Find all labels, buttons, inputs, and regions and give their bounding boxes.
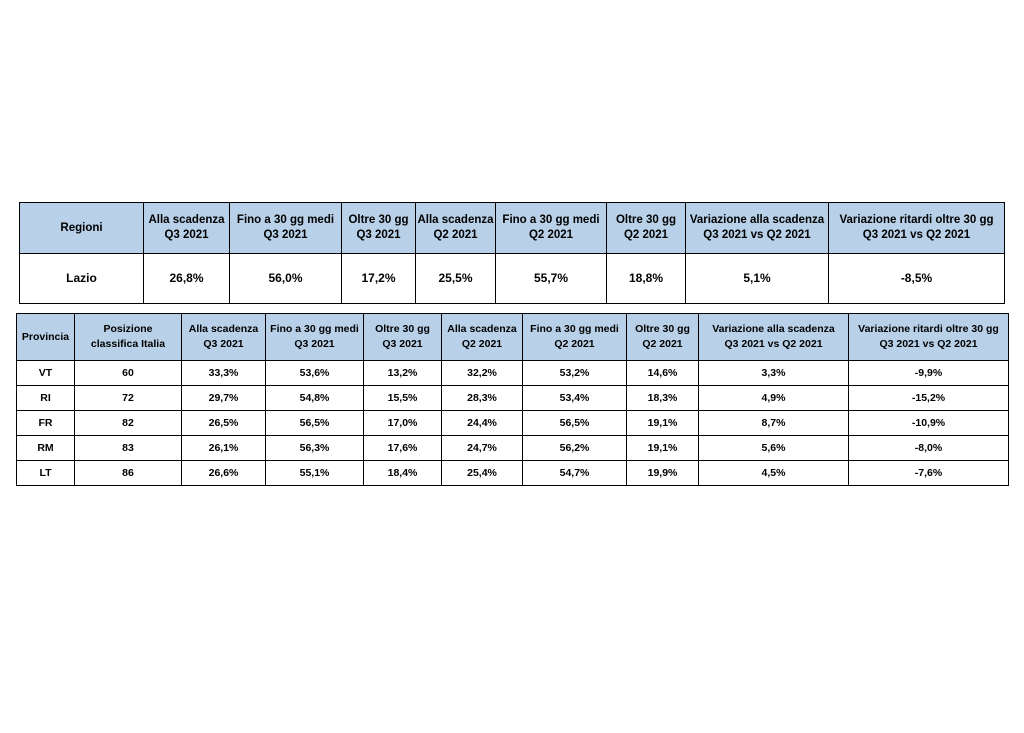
table-cell: 13,2% xyxy=(364,361,442,386)
header-cell: Fino a 30 gg medi Q2 2021 xyxy=(496,203,607,254)
table-cell: 25,4% xyxy=(442,461,523,486)
header-cell: Variazione ritardi oltre 30 gg Q3 2021 vs Q2 2021 xyxy=(829,203,1005,254)
table-cell: 29,7% xyxy=(182,386,266,411)
table-row xyxy=(17,361,1009,386)
header-cell: Alla scadenza Q3 2021 xyxy=(182,314,266,361)
header-cell: Oltre 30 gg Q3 2021 xyxy=(364,314,442,361)
table-cell: 24,7% xyxy=(442,436,523,461)
table-cell: 86 xyxy=(75,461,182,486)
table-cell: 4,9% xyxy=(699,386,849,411)
table-cell: -8,5% xyxy=(829,254,1005,304)
table-cell: 26,8% xyxy=(144,254,230,304)
table-row xyxy=(17,436,1009,461)
table-cell: 19,1% xyxy=(627,436,699,461)
table-cell: RI xyxy=(17,386,75,411)
header-cell: Fino a 30 gg medi Q2 2021 xyxy=(523,314,627,361)
table-cell: 32,2% xyxy=(442,361,523,386)
table-cell: 4,5% xyxy=(699,461,849,486)
table-cell: 28,3% xyxy=(442,386,523,411)
table-cell: -15,2% xyxy=(849,386,1009,411)
regioni-header-row xyxy=(20,203,1005,254)
table-cell: -9,9% xyxy=(849,361,1009,386)
province-table xyxy=(16,313,1009,486)
table-cell: 19,1% xyxy=(627,411,699,436)
table-cell: 5,6% xyxy=(699,436,849,461)
table-cell: 3,3% xyxy=(699,361,849,386)
regioni-table xyxy=(19,202,1005,304)
table-cell: 14,6% xyxy=(627,361,699,386)
province-header-row xyxy=(17,314,1009,361)
table-cell: 53,6% xyxy=(266,361,364,386)
table-cell: 24,4% xyxy=(442,411,523,436)
table-cell: 18,4% xyxy=(364,461,442,486)
header-cell: Fino a 30 gg medi Q3 2021 xyxy=(230,203,342,254)
header-cell: Oltre 30 gg Q3 2021 xyxy=(342,203,416,254)
table-cell: 5,1% xyxy=(686,254,829,304)
header-cell: Posizione classifica Italia xyxy=(75,314,182,361)
table-cell: 83 xyxy=(75,436,182,461)
table-cell: 18,3% xyxy=(627,386,699,411)
header-cell: Variazione ritardi oltre 30 gg Q3 2021 vs Q2 2021 xyxy=(849,314,1009,361)
table-cell: 33,3% xyxy=(182,361,266,386)
header-cell: Regioni xyxy=(20,203,144,254)
table-cell: 72 xyxy=(75,386,182,411)
header-cell: Alla scadenza Q2 2021 xyxy=(442,314,523,361)
table-cell: 53,4% xyxy=(523,386,627,411)
table-cell: 56,0% xyxy=(230,254,342,304)
header-cell: Alla scadenza Q3 2021 xyxy=(144,203,230,254)
table-cell: 60 xyxy=(75,361,182,386)
table-cell: 82 xyxy=(75,411,182,436)
table-cell: 18,8% xyxy=(607,254,686,304)
table-cell: VT xyxy=(17,361,75,386)
header-cell: Variazione alla scadenza Q3 2021 vs Q2 2021 xyxy=(699,314,849,361)
table-cell: 26,6% xyxy=(182,461,266,486)
table-cell: 56,3% xyxy=(266,436,364,461)
table-row xyxy=(17,411,1009,436)
table-cell: 17,0% xyxy=(364,411,442,436)
table-cell: 26,5% xyxy=(182,411,266,436)
table-cell: 56,5% xyxy=(523,411,627,436)
table-cell: FR xyxy=(17,411,75,436)
table-cell: 26,1% xyxy=(182,436,266,461)
table-cell: 53,2% xyxy=(523,361,627,386)
table-cell: -10,9% xyxy=(849,411,1009,436)
table-row xyxy=(20,254,1005,304)
table-cell: 25,5% xyxy=(416,254,496,304)
table-cell: 15,5% xyxy=(364,386,442,411)
table-cell: Lazio xyxy=(20,254,144,304)
table-cell: -8,0% xyxy=(849,436,1009,461)
header-cell: Alla scadenza Q2 2021 xyxy=(416,203,496,254)
header-cell: Provincia xyxy=(17,314,75,361)
table-cell: 17,2% xyxy=(342,254,416,304)
header-cell: Oltre 30 gg Q2 2021 xyxy=(627,314,699,361)
table-row xyxy=(17,386,1009,411)
table-row xyxy=(17,461,1009,486)
table-cell: RM xyxy=(17,436,75,461)
table-cell: LT xyxy=(17,461,75,486)
table-cell: 19,9% xyxy=(627,461,699,486)
table-cell: 56,5% xyxy=(266,411,364,436)
table-cell: -7,6% xyxy=(849,461,1009,486)
table-cell: 54,7% xyxy=(523,461,627,486)
header-cell: Oltre 30 gg Q2 2021 xyxy=(607,203,686,254)
table-cell: 55,1% xyxy=(266,461,364,486)
header-cell: Fino a 30 gg medi Q3 2021 xyxy=(266,314,364,361)
table-cell: 55,7% xyxy=(496,254,607,304)
table-cell: 54,8% xyxy=(266,386,364,411)
table-cell: 17,6% xyxy=(364,436,442,461)
table-cell: 8,7% xyxy=(699,411,849,436)
table-cell: 56,2% xyxy=(523,436,627,461)
header-cell: Variazione alla scadenza Q3 2021 vs Q2 2021 xyxy=(686,203,829,254)
